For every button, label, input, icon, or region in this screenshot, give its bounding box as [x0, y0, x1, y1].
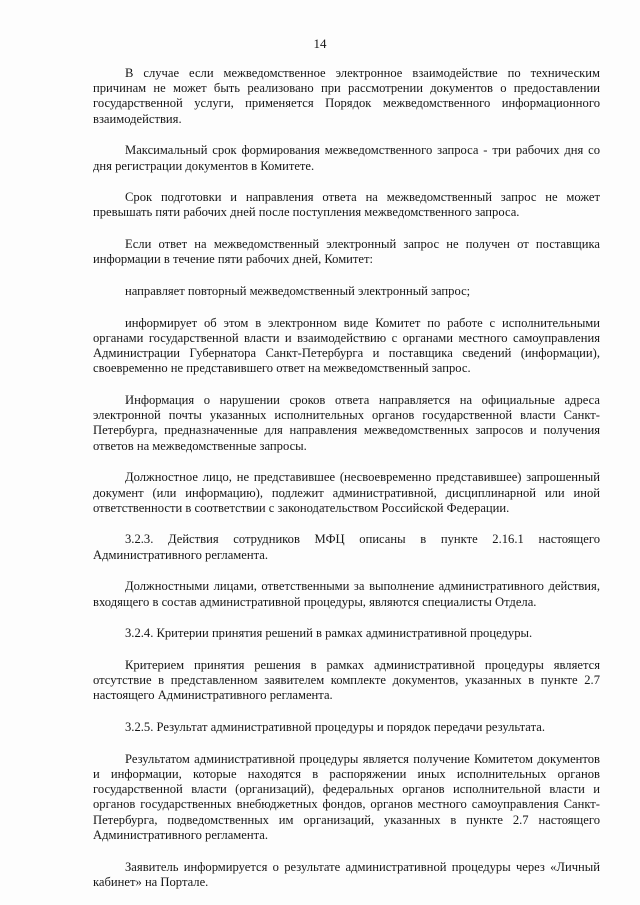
- paragraph-5: направляет повторный межведомственный электронный запрос;: [125, 284, 471, 299]
- paragraph-9: 3.2.3. Действия сотрудников МФЦ описаны в пункте 2.16.1 настоящего Административного регламента.: [93, 532, 600, 562]
- paragraph-14: Результатом административной процедуры является получение Комитетом документов и информации, которые находятся в распоряжении иных исполнительных органов государственной власти (организаций), федеральных органов исполнительной власти и органов государственных внебюджетных фондов, органов местного самоуправления Санкт-Петербурга, подведомственных им организаций, указанных в пункте 2.7 настоящего Административного регламента.: [93, 751, 600, 842]
- document-body: [93, 66, 600, 905]
- paragraph-1: В случае если межведомственное электронное взаимодействие по техническим причинам не может быть реализовано при рассмотрении документов о предоставлении государственной услуги, применяется Порядок межведомственного информационного взаимодействия.: [93, 66, 600, 126]
- paragraph-11: 3.2.4. Критерии принятия решений в рамках административной процедуры.: [125, 626, 533, 641]
- paragraph-7: Информация о нарушении сроков ответа направляется на официальные адреса электронной почты указанных исполнительных органов государственной власти Санкт-Петербурга, предназначенные для направления межведомственных запросов и получения ответов на межведомственные запросы.: [93, 393, 600, 453]
- paragraph-3: Срок подготовки и направления ответа на межведомственный запрос не может превышать пяти рабочих дней после поступления межведомственного запроса.: [93, 190, 600, 220]
- paragraph-2: Максимальный срок формирования межведомственного запроса - три рабочих дня со дня регистрации документов в Комитете.: [93, 143, 600, 173]
- page-number: 14: [313, 36, 327, 51]
- paragraph-4: Если ответ на межведомственный электронный запрос не получен от поставщика информации в течение пяти рабочих дней, Комитет:: [93, 237, 600, 267]
- paragraph-15: Заявитель информируется о результате административной процедуры через «Личный кабинет» на Портале.: [93, 859, 600, 889]
- paragraph-10: Должностными лицами, ответственными за выполнение административного действия, входящего в состав административной процедуры, являются специалисты Отдела.: [93, 579, 600, 609]
- paragraph-8: Должностное лицо, не представившее (несвоевременно представившее) запрошенный документ (или информацию), подлежит административной, дисциплинарной или иной ответственности в соответствии с законодательством Российской Федерации.: [93, 470, 600, 515]
- paragraph-12: Критерием принятия решения в рамках административной процедуры является отсутствие в представленном заявителем комплекте документов, указанных в пункте 2.7 настоящего Административного регламента.: [93, 657, 600, 703]
- paragraph-6: информирует об этом в электронном виде Комитет по работе с исполнительными органами государственной власти и взаимодействию с органами местного самоуправления Администрации Губернатора Санкт-Петербурга и поставщика сведений (информации), своевременно не представившего ответ на межведомственный запрос.: [93, 315, 600, 376]
- paragraph-13: 3.2.5. Результат административной процедуры и порядок передачи результата.: [125, 720, 545, 735]
